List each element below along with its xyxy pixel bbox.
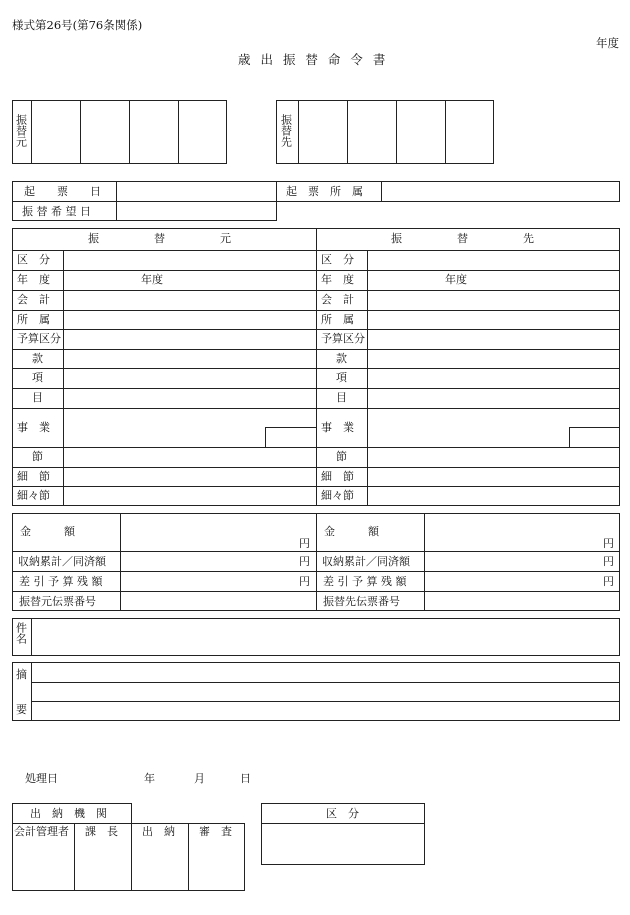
source-row-label: 項 (32, 371, 43, 384)
form-number: 様式第26号(第76条関係) (12, 18, 143, 32)
source-stamp-box (12, 100, 227, 164)
source-row-label: 節 (32, 450, 43, 463)
source-row-label: 細 節 (17, 470, 50, 483)
dest-row-label: 項 (336, 371, 347, 384)
table-row-line (12, 467, 620, 468)
dest-stamp-label: 振替先 (279, 114, 293, 147)
source-row-value: 年度 (141, 273, 163, 286)
dest-row-label: 予算区分 (321, 332, 365, 345)
classification-label: 区 分 (326, 807, 359, 820)
summary-box (12, 662, 620, 721)
section-chief-label: 課 長 (85, 825, 118, 838)
source-row-label: 所 属 (17, 313, 50, 326)
dest-row-label: 細々節 (321, 489, 354, 502)
dest-header: 振 替 先 (391, 232, 534, 245)
dest-row-label: 細 節 (321, 470, 354, 483)
table-row-line (12, 486, 620, 487)
source-row-label: 目 (32, 391, 43, 404)
source-slip-label: 振替元伝票番号 (19, 595, 96, 608)
dest-row-label: 事 業 (321, 421, 354, 434)
source-cumulative-yen: 円 (299, 555, 310, 568)
source-row-label: 予算区分 (17, 332, 61, 345)
draft-dept-label: 起 票 所 属 (286, 185, 363, 198)
dest-row-label: 所 属 (321, 313, 354, 326)
source-row-label: 年 度 (17, 273, 50, 286)
draft-date-label: 起 票 日 (24, 185, 101, 198)
source-row-label: 事 業 (17, 421, 50, 434)
source-cumulative-label: 収納累計／同済額 (18, 555, 106, 568)
auditor-label: 審 査 (199, 825, 232, 838)
fiscal-year-label: 年度 (596, 36, 619, 50)
summary-label-bottom: 要 (16, 703, 27, 716)
source-stamp-label: 振替元 (14, 114, 28, 147)
dest-balance-label: 差 引 予 算 残 額 (323, 575, 407, 588)
source-row-label: 款 (32, 352, 43, 365)
summary-label-top: 摘 (16, 668, 27, 681)
accounting-manager-label: 会計管理者 (14, 825, 69, 838)
table-row-line (12, 310, 620, 311)
source-amount-label: 金 額 (20, 525, 75, 538)
table-row-line (12, 408, 620, 409)
processing-year: 年 (144, 772, 155, 785)
desired-date-label: 振 替 希 望 日 (22, 205, 91, 218)
dest-cumulative-label: 収納累計／同済額 (322, 555, 410, 568)
table-row-line (12, 250, 620, 251)
subject-box (12, 618, 620, 656)
table-row-line (12, 329, 620, 330)
dest-amount-yen: 円 (603, 537, 614, 550)
cashier-label: 出 納 (142, 825, 175, 838)
table-row-line (12, 447, 620, 448)
table-row-line (12, 388, 620, 389)
dest-row-label: 会 計 (321, 293, 354, 306)
table-row-line (12, 270, 620, 271)
dest-row-label: 年 度 (321, 273, 354, 286)
dest-stamp-box (276, 100, 494, 164)
source-row-label: 細々節 (17, 489, 50, 502)
dest-amount-label: 金 額 (324, 525, 379, 538)
processing-month: 月 (194, 772, 205, 785)
dest-balance-yen: 円 (603, 575, 614, 588)
source-row-label: 区 分 (17, 253, 50, 266)
dest-row-label: 款 (336, 352, 347, 365)
table-row-line (12, 290, 620, 291)
table-row-line (12, 368, 620, 369)
dest-slip-label: 振替先伝票番号 (323, 595, 400, 608)
source-header: 振 替 元 (88, 232, 231, 245)
processing-date-label: 処理日 (25, 772, 58, 785)
dest-row-value: 年度 (445, 273, 467, 286)
subject-label: 件名 (14, 622, 28, 644)
source-balance-label: 差 引 予 算 残 額 (19, 575, 103, 588)
dest-row-label: 区 分 (321, 253, 354, 266)
source-amount-yen: 円 (299, 537, 310, 550)
document-title: 歳 出 振 替 命 令 書 (238, 52, 389, 67)
dest-cumulative-yen: 円 (603, 555, 614, 568)
processing-day: 日 (240, 772, 251, 785)
treasury-org-label: 出 納 機 関 (30, 807, 107, 820)
table-row-line (12, 349, 620, 350)
source-balance-yen: 円 (299, 575, 310, 588)
dest-row-label: 節 (336, 450, 347, 463)
source-row-label: 会 計 (17, 293, 50, 306)
dest-row-label: 目 (336, 391, 347, 404)
